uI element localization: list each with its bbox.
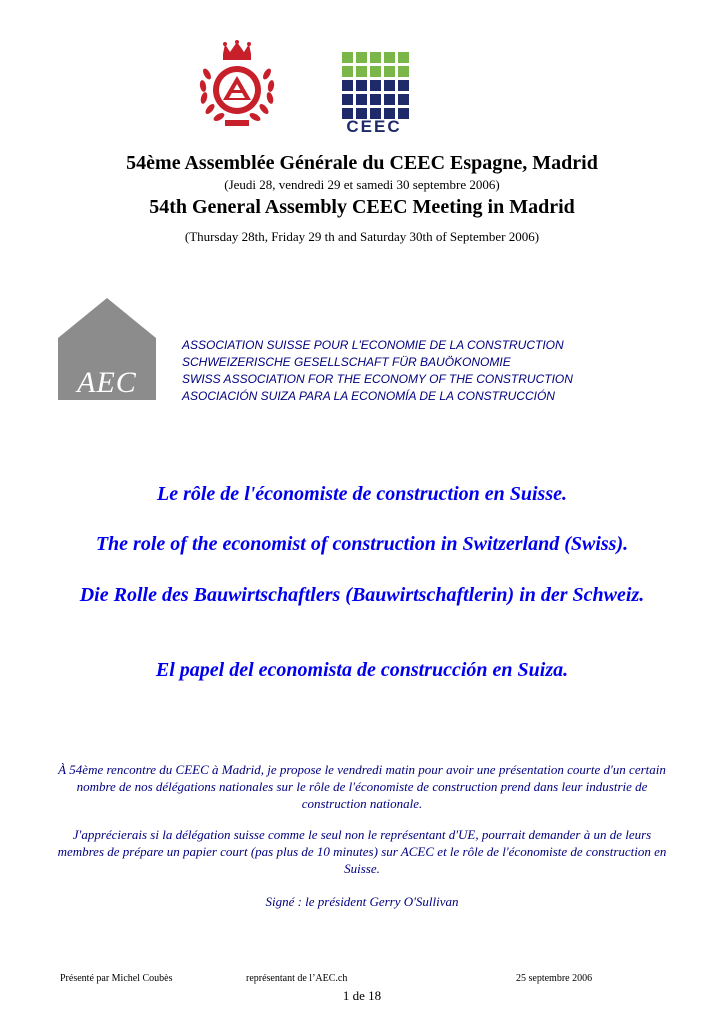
ceec-logo-square	[342, 52, 353, 63]
ceec-logo-square	[342, 66, 353, 77]
ceec-logo-square	[342, 80, 353, 91]
ceec-logo-square	[384, 80, 395, 91]
ceec-logo-square	[398, 94, 409, 105]
footer-presented-by: Présenté par Michel Coubès	[60, 973, 173, 984]
footer-representative: représentant de l’AEC.ch	[246, 973, 348, 984]
aec-logo-text: AEC	[77, 366, 137, 399]
association-name-es: ASOCIACIÓN SUIZA PARA LA ECONOMÍA DE LA CONSTRUCCIÓN	[182, 389, 555, 403]
dates-french: (Jeudi 28, vendredi 29 et samedi 30 septembre 2006)	[224, 177, 500, 192]
ceec-logo-square	[370, 80, 381, 91]
heading-german: Die Rolle des Bauwirtschaftlers (Bauwirtschaftlerin) in der Schweiz.	[79, 584, 645, 606]
ceec-logo-square	[356, 94, 367, 105]
crest-logo	[195, 40, 279, 128]
ceec-logo-square	[370, 52, 381, 63]
footer-date: 25 septembre 2006	[516, 973, 593, 984]
page-number: 1 de 18	[342, 988, 382, 1003]
ceec-logo-square	[398, 80, 409, 91]
ceec-logo-square	[356, 80, 367, 91]
association-names	[182, 337, 573, 405]
ceec-logo-square	[398, 66, 409, 77]
dates-english: (Thursday 28th, Friday 29 th and Saturday 30th of September 2006)	[184, 229, 540, 244]
ceec-logo-square	[384, 52, 395, 63]
ceec-logo-square	[356, 66, 367, 77]
title-english: 54th General Assembly CEEC Meeting in Madrid	[149, 196, 575, 218]
ceec-logo-text: CEEC	[346, 117, 402, 136]
title-french: 54ème Assemblée Générale du CEEC Espagne, Madrid	[126, 152, 598, 174]
heading-french: Le rôle de l'économiste de construction en Suisse.	[157, 483, 567, 505]
ceec-logo-square	[370, 94, 381, 105]
association-name-en: SWISS ASSOCIATION FOR THE ECONOMY OF THE CONSTRUCTION	[182, 372, 573, 386]
ceec-logo-square	[342, 94, 353, 105]
paragraph-request: J'apprécierais si la délégation suisse comme le seul non le représentant d'UE, pourrait demander à un de leurs membres de prépare un papier court (pas plus de 10 minutes) sur ACEC et le rôle de l'économiste de construction en Suisse.	[57, 827, 667, 876]
paragraph-proposal: À 54ème rencontre du CEEC à Madrid, je propose le vendredi matin pour avoir une présentation courte d'un certain nombre de nos délégations nationales sur le rôle de l'économiste de construction prend dans leur industrie de construction nationale.	[58, 762, 666, 811]
heading-spanish: El papel del economista de construcción en Suiza.	[155, 659, 569, 681]
signature-line: Signé : le président Gerry O'Sullivan	[265, 894, 459, 909]
ceec-logo-square	[384, 66, 395, 77]
ceec-logo	[336, 52, 412, 136]
association-name-de: SCHWEIZERISCHE GESELLSCHAFT FÜR BAUÖKONOMIE	[182, 355, 511, 369]
heading-english: The role of the economist of construction in Switzerland (Swiss).	[95, 533, 629, 555]
ceec-logo-square	[384, 94, 395, 105]
ceec-logo-square	[370, 66, 381, 77]
ceec-logo-square	[398, 52, 409, 63]
association-name-fr: ASSOCIATION SUISSE POUR L'ECONOMIE DE LA CONSTRUCTION	[182, 338, 564, 352]
ceec-logo-square	[356, 52, 367, 63]
aec-logo	[58, 298, 156, 400]
